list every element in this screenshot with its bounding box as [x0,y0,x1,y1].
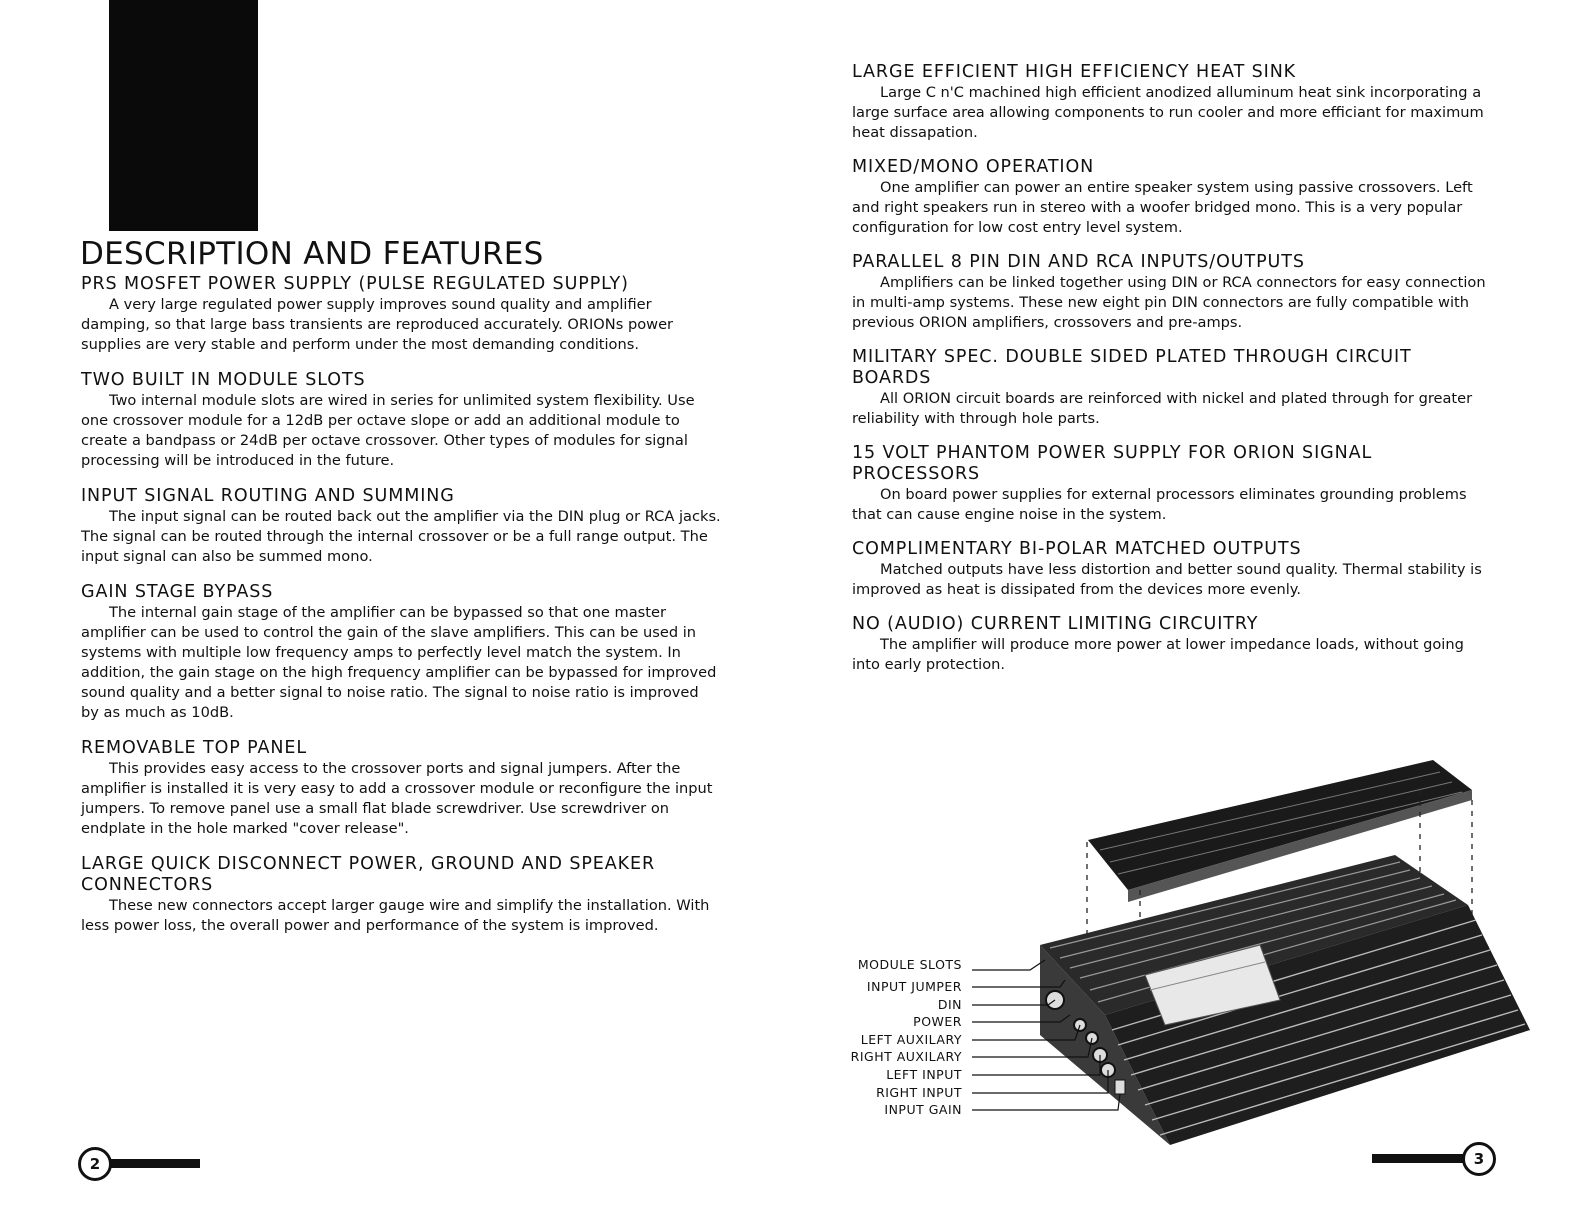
section-body: Matched outputs have less distortion and better sound quality. Thermal stability is improved as heat is dissipated from the devices more evenly. [852,561,1482,598]
section-heading: INPUT SIGNAL ROUTING AND SUMMING [81,486,455,506]
section-body: On board power supplies for external processors eliminates grounding problems that can cause engine noise in the system. [852,486,1467,523]
label-input-jumper: INPUT JUMPER [866,979,962,994]
label-module-slots: MODULE SLOTS [857,957,962,972]
label-right-input: RIGHT INPUT [876,1085,962,1100]
section-heading: MIXED/MONO OPERATION [852,157,1095,177]
label-left-auxilary: LEFT AUXILARY [860,1032,962,1047]
section-heading: NO (AUDIO) CURRENT LIMITING CIRCUITRY [852,614,1259,634]
page-number-left: 2 [78,1147,112,1181]
section-heading: REMOVABLE TOP PANEL [81,738,307,758]
section-heading: PARALLEL 8 PIN DIN AND RCA INPUTS/OUTPUTS [852,252,1305,272]
page-number-right: 3 [1462,1142,1496,1176]
section-heading: TWO BUILT IN MODULE SLOTS [81,370,366,390]
section-body: The internal gain stage of the amplifier can be bypassed so that one master amplifier can be used to control the gain of the slave amplifiers. This can be used in systems with multiple low frequency amps to perfectly level match the system. In addition, the gain stage on the high frequency amplifier can be bypassed for improved sound quality and a better signal to noise ratio. The signal to noise ratio is improved by as much as 10dB. [81,604,717,721]
right-page-bar [1372,1154,1472,1163]
section-heading: MILITARY SPEC. DOUBLE SIDED PLATED THROUGH CIRCUIT BOARDS [852,347,1412,388]
label-input-gain: INPUT GAIN [884,1102,962,1117]
section-body: Large C n'C machined high efficient anodized alluminum heat sink incorporating a large surface area allowing components to run cooler and more efficiant for maximum heat dissapation. [852,84,1484,141]
page-title: DESCRIPTION AND FEATURES [80,236,544,272]
section-heading: 15 VOLT PHANTOM POWER SUPPLY FOR ORION SIGNAL PROCESSORS [852,443,1373,484]
section-body: A very large regulated power supply improves sound quality and amplifier damping, so that large bass transients are reproduced accurately. ORIONs power supplies are very stable and perform under the most demanding conditions. [81,296,674,353]
section-body: Two internal module slots are wired in series for unlimited system flexibility. Use one crossover module for a 12dB per octave slope or add an additional module to create a bandpass or 24dB per octave crossover. Other types of modules for signal processing will be introduced in the future. [81,392,695,469]
left-page-bar [100,1159,200,1168]
section-heading: LARGE QUICK DISCONNECT POWER, GROUND AND SPEAKER CONNECTORS [81,854,656,895]
section-body: All ORION circuit boards are reinforced with nickel and plated through for greater reliability with through hole parts. [852,390,1473,427]
label-right-auxilary: RIGHT AUXILARY [850,1049,962,1064]
section-body: These new connectors accept larger gauge wire and simplify the installation. With less power loss, the overall power and performance of the system is improved. [81,897,710,934]
section-body: Amplifiers can be linked together using DIN or RCA connectors for easy connection in multi-amp systems. These new eight pin DIN connectors are fully compatible with previous ORION amplifiers, crossovers and pre-amps. [852,274,1486,331]
label-power: POWER [913,1014,962,1029]
section-body: One amplifier can power an entire speaker system using passive crossovers. Left and right speakers run in stereo with a woofer bridged mono. This is a very popular configuration for low cost entry level system. [852,179,1473,236]
section-heading: GAIN STAGE BYPASS [81,582,274,602]
section-body: The input signal can be routed back out the amplifier via the DIN plug or RCA jacks. The signal can be routed through the internal crossover or be a full range output. The input signal can also be summed mono. [81,508,721,565]
label-din: DIN [937,997,962,1012]
section-body: This provides easy access to the crossover ports and signal jumpers. After the amplifier is installed it is very easy to add a crossover module or reconfigure the input jumpers. To remove panel use a small flat blade screwdriver. Use screwdriver on endplate in the hole marked "cover release". [81,760,713,837]
amplifier-body [1040,855,1530,1145]
label-left-input: LEFT INPUT [886,1067,962,1082]
section-heading: COMPLIMENTARY BI-POLAR MATCHED OUTPUTS [852,539,1302,559]
section-heading: LARGE EFFICIENT HIGH EFFICIENCY HEAT SINK [852,62,1297,82]
section-body: The amplifier will produce more power at lower impedance loads, without going into early protection. [852,636,1464,673]
section-heading: PRS MOSFET POWER SUPPLY (PULSE REGULATED SUPPLY) [81,274,629,294]
